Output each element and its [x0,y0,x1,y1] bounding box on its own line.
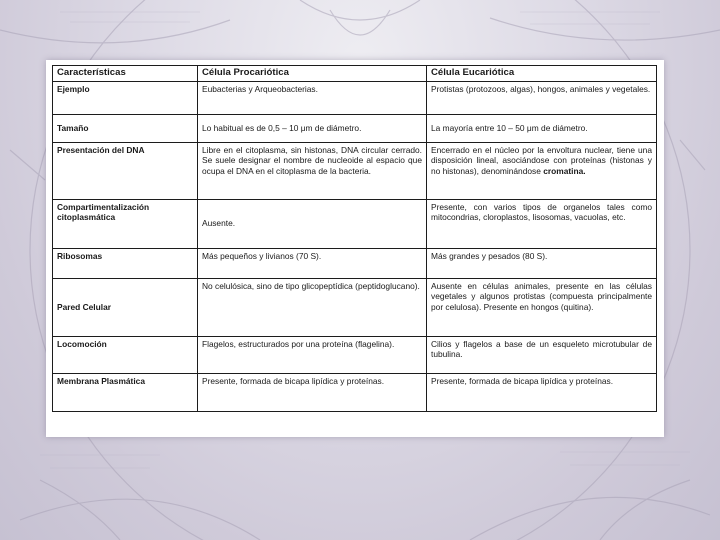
prokaryotic-cell: Lo habitual es de 0,5 – 10 μm de diámetro. [198,114,427,142]
prokaryotic-cell: Libre en el citoplasma, sin histonas, DNA circular cerrado. Se suele designar el nombre de nucleoide al espacio que ocupa el DNA en el citoplasma de la bacteria. [198,142,427,199]
header-eukaryotic: Célula Eucariótica [427,66,657,82]
eukaryotic-cell: Más grandes y pesados (80 S). [427,248,657,278]
cell-comparison-table [52,65,657,412]
table-header-row [53,66,657,82]
eukaryotic-cell: La mayoría entre 10 – 50 μm de diámetro. [427,114,657,142]
eukaryotic-cell: Ausente en células animales, presente en las células vegetales y algunos protistas (compuesta principalmente por celulosa). Presente en hongos (quitina). [427,278,657,336]
table-row [53,81,657,114]
comparison-card [46,60,664,437]
table-row [53,114,657,142]
prokaryotic-cell: Presente, formada de bicapa lipídica y proteínas. [198,373,427,411]
feature-cell: Membrana Plasmática [53,373,198,411]
eukaryotic-cell: Presente, con varios tipos de organelos tales como mitocondrias, cloroplastos, lisosomas, vacuolas, etc. [427,199,657,248]
table-row [53,248,657,278]
header-characteristics: Características [53,66,198,82]
eukaryotic-bold-term: cromatina. [543,165,586,176]
eukaryotic-cell [427,142,657,199]
table-row [53,199,657,248]
feature-cell: Tamaño [53,114,198,142]
eukaryotic-cell: Cilios y flagelos a base de un esqueleto microtubular de tubulina. [427,336,657,373]
feature-cell: Ejemplo [53,81,198,114]
feature-cell: Ribosomas [53,248,198,278]
table-row [53,373,657,411]
feature-cell: Pared Celular [53,278,198,336]
table-row [53,278,657,336]
feature-cell: Compartimentalización citoplasmática [53,199,198,248]
feature-cell: Locomoción [53,336,198,373]
header-prokaryotic: Célula Procariótica [198,66,427,82]
eukaryotic-cell: Presente, formada de bicapa lipídica y proteínas. [427,373,657,411]
prokaryotic-cell: Ausente. [198,199,427,248]
eukaryotic-cell: Protistas (protozoos, algas), hongos, animales y vegetales. [427,81,657,114]
prokaryotic-cell: Más pequeños y livianos (70 S). [198,248,427,278]
eukaryotic-text: Encerrado en el núcleo por la envoltura nuclear, tiene una disposición lineal, asociándose con proteínas (histonas y no histonas), denominándose [431,144,652,176]
table-row [53,336,657,373]
feature-cell: Presentación del DNA [53,142,198,199]
prokaryotic-cell: Flagelos, estructurados por una proteína (flagelina). [198,336,427,373]
prokaryotic-cell: No celulósica, sino de tipo glicopeptídica (peptidoglucano). [198,278,427,336]
table-row [53,142,657,199]
prokaryotic-cell: Eubacterias y Arqueobacterias. [198,81,427,114]
